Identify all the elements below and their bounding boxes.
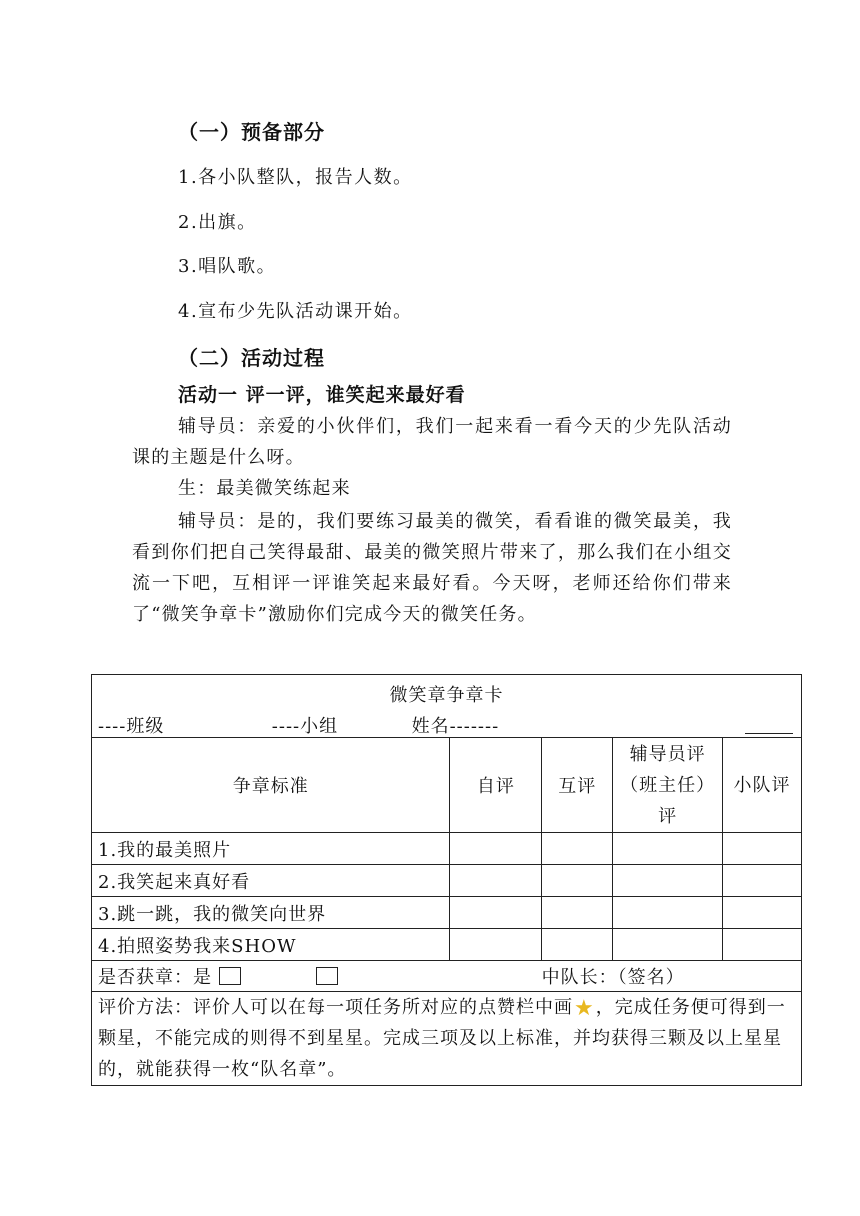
mutual-cell[interactable] <box>542 897 613 929</box>
activity1-title: 活动一 评一评，谁笑起来最好看 <box>178 384 466 406</box>
self-cell[interactable] <box>450 833 542 865</box>
self-cell[interactable] <box>450 865 542 897</box>
process-heading: （二）活动过程 <box>178 346 325 370</box>
table-header-row <box>92 738 802 833</box>
method-text-2: ，完成任务便可得到一颗星，不能完成的则得不到星星。完成三项及以上标准，并均获得三颗及以上星星的，就能获得一枚“队名章”。 <box>98 997 786 1080</box>
card-meta <box>98 712 499 738</box>
header-team: 小队评 <box>723 738 802 833</box>
award-label: 是否获章：是 <box>98 967 212 988</box>
mutual-cell[interactable] <box>542 833 613 865</box>
prep-item-4: 4.宣布少先队活动课开始。 <box>178 301 413 322</box>
star-icon: ★ <box>574 996 595 1021</box>
smile-badge-card <box>91 674 802 1086</box>
counselor-cell[interactable] <box>613 833 723 865</box>
evaluation-method <box>92 992 802 1086</box>
leader-signature-label: 中队长：（签名） <box>541 967 685 988</box>
criterion-label: 4.拍照姿势我来SHOW <box>92 929 450 961</box>
self-cell[interactable] <box>450 929 542 961</box>
method-text-1: 评价方法：评价人可以在每一项任务所对应的点赞栏中画 <box>98 997 573 1018</box>
prep-heading: （一）预备部分 <box>178 120 325 144</box>
prep-item-2: 2.出旗。 <box>178 212 257 233</box>
team-cell[interactable] <box>723 865 802 897</box>
counselor-cell[interactable] <box>613 897 723 929</box>
award-row <box>92 961 802 992</box>
paragraph-3: 辅导员：是的，我们要练习最美的微笑，看看谁的微笑最美，我看到你们把自己笑得最甜、最美的微笑照片带来了，那么我们在小组交流一下吧，互相评一评谁笑起来最好看。今天呀，老师还给你们带来了“微笑争章卡”激励你们完成今天的微笑任务。 <box>132 511 732 625</box>
criterion-label: 1.我的最美照片 <box>92 833 450 865</box>
paragraph-2: 生：最美微笑练起来 <box>178 478 351 499</box>
team-cell[interactable] <box>723 929 802 961</box>
header-mutual: 互评 <box>542 738 613 833</box>
checkbox-icon[interactable] <box>316 967 338 985</box>
prep-item-3: 3.唱队歌。 <box>178 256 277 277</box>
paragraph-1: 辅导员：亲爱的小伙伴们，我们一起来看一看今天的少先队活动课的主题是什么呀。 <box>132 416 732 468</box>
header-counselor: 辅导员评（班主任）评 <box>613 738 723 833</box>
counselor-cell[interactable] <box>613 929 723 961</box>
table-row <box>92 865 802 897</box>
mutual-cell[interactable] <box>542 865 613 897</box>
table-row <box>92 897 802 929</box>
team-cell[interactable] <box>723 897 802 929</box>
card-header-cell <box>92 675 802 738</box>
self-cell[interactable] <box>450 897 542 929</box>
blank-underline <box>745 733 793 734</box>
criterion-label: 3.跳一跳，我的微笑向世界 <box>92 897 450 929</box>
team-cell[interactable] <box>723 833 802 865</box>
name-field: 姓名------- <box>411 716 500 737</box>
counselor-cell[interactable] <box>613 865 723 897</box>
criterion-label: 2.我笑起来真好看 <box>92 865 450 897</box>
card-title: 微笑章争章卡 <box>389 685 504 706</box>
mutual-cell[interactable] <box>542 929 613 961</box>
table-row <box>92 929 802 961</box>
group-field: ----小组 <box>271 716 339 737</box>
header-standard: 争章标准 <box>92 738 450 833</box>
class-field: ----班级 <box>98 716 165 737</box>
header-self: 自评 <box>450 738 542 833</box>
prep-item-1: 1.各小队整队，报告人数。 <box>178 167 413 188</box>
checkbox-icon[interactable] <box>219 967 241 985</box>
table-row <box>92 833 802 865</box>
